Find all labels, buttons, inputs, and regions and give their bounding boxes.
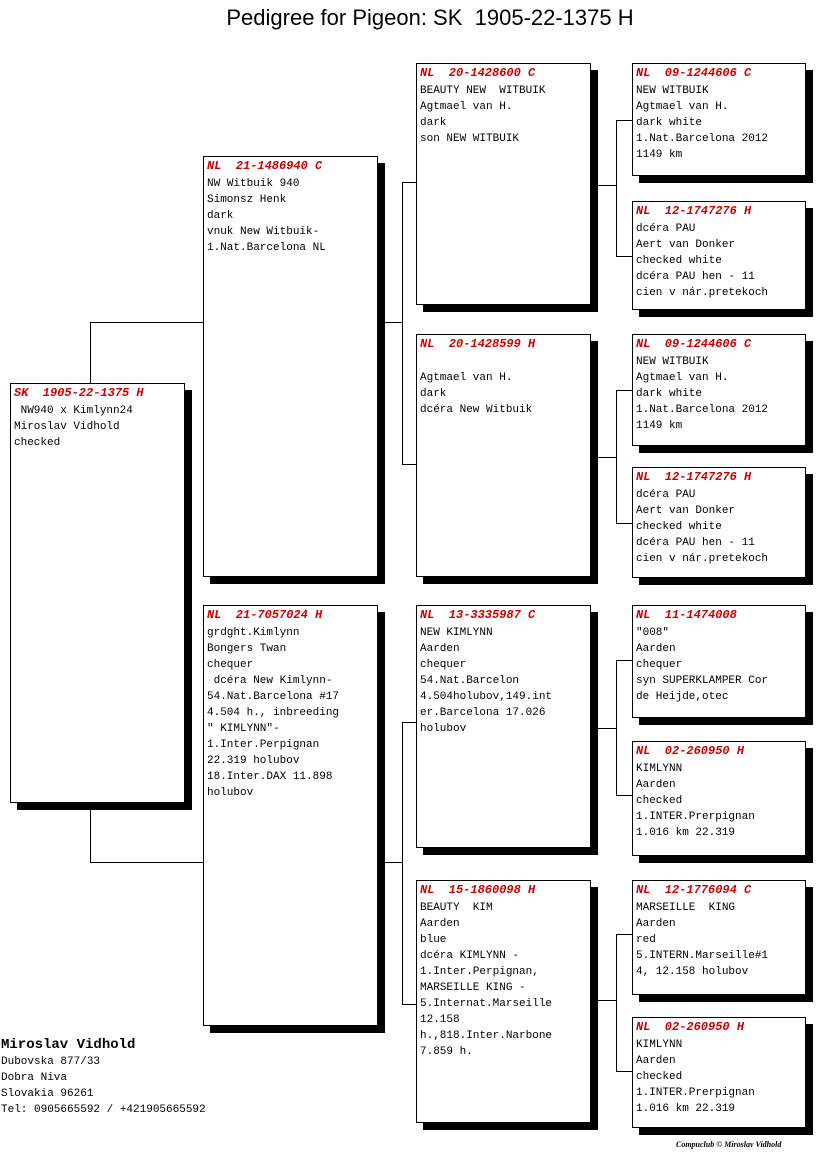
connector-line <box>402 182 417 183</box>
pigeon-detail-line: Aarden <box>636 1055 676 1067</box>
pigeon-details <box>636 83 802 163</box>
pigeon-detail-line: de Heijde,otec <box>636 691 729 703</box>
pigeon-detail-line: dcéra New Kimlynn- <box>207 675 333 687</box>
pigeon-detail-line: Miroslav Vidhold <box>14 421 120 433</box>
pigeon-detail-line: 22.319 holubov <box>207 755 300 767</box>
pigeon-detail-line: red <box>636 934 656 946</box>
pigeon-details <box>636 487 802 567</box>
ring-number: SK 1905-22-1375 H <box>14 386 144 400</box>
pigeon-detail-line: dark <box>207 210 234 222</box>
pigeon-detail-line: NEW KIMLYNN <box>420 627 493 639</box>
pigeon-details <box>636 900 802 980</box>
owner-name: Miroslav Vidhold <box>1 1037 136 1053</box>
ring-number: NL 12-1747276 H <box>636 470 752 484</box>
pigeon-detail-line: Aarden <box>636 779 676 791</box>
pigeon-detail-line: dcéra PAU hen - 11 <box>636 537 755 549</box>
pigeon-detail-line: blue <box>420 934 447 946</box>
pigeon-detail-line: checked <box>14 437 61 449</box>
connector-line <box>402 722 403 1004</box>
pigeon-detail-line <box>420 354 587 370</box>
pigeon-detail-line: Agtmael van H. <box>636 101 729 113</box>
pigeon-detail-line: checked <box>636 1071 683 1083</box>
pigeon-detail-line: son NEW WITBUIK <box>420 133 520 145</box>
pedigree-box-sire[interactable] <box>203 156 378 577</box>
pigeon-detail-line: 1.INTER.Prerpignan <box>636 1087 755 1099</box>
pigeon-detail-line: chequer <box>420 659 467 671</box>
pigeon-detail-line: 54.Nat.Barcelona #17 <box>207 691 340 703</box>
connector-line <box>616 120 632 121</box>
pigeon-detail-line: 1.INTER.Prerpignan <box>636 811 755 823</box>
pigeon-detail-line: Aarden <box>636 643 676 655</box>
connector-line <box>616 390 632 391</box>
page-title: Pedigree for Pigeon: SK 1905-22-1375 H <box>226 5 634 30</box>
pigeon-detail-line: 4, 12.158 holubov <box>636 966 749 978</box>
connector-line <box>616 390 617 523</box>
connector-line <box>616 120 617 256</box>
pigeon-detail-line: vnuk New Witbuik- <box>207 226 320 238</box>
pigeon-detail-line: Agtmael van H. <box>420 372 513 384</box>
pedigree-box-dam-dam[interactable] <box>416 880 591 1123</box>
pigeon-detail-line: Aert van Donker <box>636 239 736 251</box>
pigeon-detail-line: cien v nár.pretekoch <box>636 287 769 299</box>
pigeon-detail-line: 12.158 <box>420 1014 460 1026</box>
pigeon-detail-line: KIMLYNN <box>636 763 683 775</box>
pigeon-detail-line: chequer <box>636 659 683 671</box>
owner-address-line: Slovakia 96261 <box>1 1088 94 1100</box>
pigeon-detail-line: 5.INTERN.Marseille#1 <box>636 950 769 962</box>
ring-number: NL 15-1860098 H <box>420 883 536 897</box>
pigeon-detail-line: KIMLYNN <box>636 1039 683 1051</box>
pedigree-box-dam-sire-sire[interactable] <box>632 605 806 718</box>
pigeon-details <box>14 403 181 451</box>
connector-line <box>616 523 632 524</box>
connector-line <box>90 808 91 863</box>
connector-line <box>597 728 616 729</box>
pigeon-details <box>420 354 587 418</box>
pedigree-box-sire-sire-dam[interactable] <box>632 201 806 310</box>
pigeon-detail-line: dcéra PAU <box>636 223 696 235</box>
pigeon-detail-line: checked white <box>636 521 722 533</box>
pigeon-detail-line: checked <box>636 795 683 807</box>
pigeon-detail-line: dcéra New Witbuik <box>420 404 533 416</box>
pedigree-box-dam-dam-dam[interactable] <box>632 1017 806 1128</box>
owner-phone: Tel: 0905665592 / +421905665592 <box>1 1104 206 1116</box>
pedigree-box-sire-sire[interactable] <box>416 63 591 305</box>
pedigree-box-dam[interactable] <box>203 605 378 1026</box>
ring-number: NL 12-1747276 H <box>636 204 752 218</box>
pigeon-details <box>636 1037 802 1117</box>
pigeon-detail-line: holubov <box>420 723 467 735</box>
pigeon-detail-line: Aarden <box>636 918 676 930</box>
ring-number: NL 02-260950 H <box>636 1020 745 1034</box>
pigeon-detail-line: checked white <box>636 255 722 267</box>
pigeon-detail-line: 4.504holubov,149.int <box>420 691 553 703</box>
pigeon-detail-line: 1.Inter.Perpignan, <box>420 966 539 978</box>
owner-block <box>1 1036 206 1118</box>
ring-number: NL 20-1428599 H <box>420 337 536 351</box>
pigeon-detail-line: 1.Inter.Perpignan <box>207 739 320 751</box>
connector-line <box>616 1071 632 1072</box>
pigeon-detail-line: 7.859 h. <box>420 1046 473 1058</box>
pigeon-details <box>207 176 374 256</box>
pigeon-detail-line: 5.Internat.Marseille <box>420 998 553 1010</box>
pigeon-detail-line: dcéra PAU <box>636 489 696 501</box>
pigeon-detail-line: dark white <box>636 117 703 129</box>
connector-line <box>616 256 632 257</box>
connector-line <box>616 795 632 796</box>
connector-line <box>597 457 616 458</box>
pedigree-box-dam-sire[interactable] <box>416 605 591 848</box>
pigeon-detail-line: "008" <box>636 627 670 639</box>
connector-line <box>402 182 403 464</box>
pigeon-detail-line: dcéra PAU hen - 11 <box>636 271 755 283</box>
pigeon-detail-line: Agtmael van H. <box>636 372 729 384</box>
pigeon-detail-line: h.,818.Inter.Narbone <box>420 1030 553 1042</box>
connector-line <box>616 660 617 795</box>
pigeon-details <box>636 761 802 841</box>
pigeon-details <box>420 83 587 147</box>
ring-number: NL 09-1244606 C <box>636 66 752 80</box>
ring-number: NL 11-1474008 <box>636 608 737 622</box>
connector-line <box>616 934 632 935</box>
ring-number: NL 21-7057024 H <box>207 608 323 622</box>
pigeon-detail-line: NW Witbuik 940 <box>207 178 300 190</box>
owner-address-line: Dobra Niva <box>1 1072 68 1084</box>
pigeon-detail-line: Bongers Twan <box>207 643 287 655</box>
ring-number: NL 20-1428600 C <box>420 66 536 80</box>
ring-number: NL 09-1244606 C <box>636 337 752 351</box>
pedigree-box-dam-dam-sire[interactable] <box>632 880 806 995</box>
pedigree-box-sire-sire-sire[interactable] <box>632 63 806 176</box>
pigeon-detail-line: 18.Inter.DAX 11.898 <box>207 771 333 783</box>
ring-number: NL 02-260950 H <box>636 744 745 758</box>
pigeon-details <box>636 625 802 705</box>
pigeon-details <box>420 900 587 1060</box>
pigeon-details <box>420 625 587 737</box>
connector-line <box>90 862 204 863</box>
pigeon-detail-line: Aarden <box>420 918 460 930</box>
connector-line <box>616 660 632 661</box>
pedigree-box-dam-sire-dam[interactable] <box>632 741 806 856</box>
pigeon-detail-line: NEW WITBUIK <box>636 85 709 97</box>
connector-line <box>597 185 616 186</box>
connector-line <box>616 934 617 1071</box>
pigeon-detail-line: dark white <box>636 388 703 400</box>
pigeon-detail-line: 1.Nat.Barcelona 2012 <box>636 404 769 416</box>
connector-line <box>402 722 417 723</box>
pigeon-detail-line: MARSEILLE KING - <box>420 982 526 994</box>
pigeon-detail-line: 1149 km <box>636 420 683 432</box>
pigeon-detail-line: chequer <box>207 659 254 671</box>
connector-line <box>383 322 402 323</box>
pigeon-details <box>636 354 802 434</box>
pigeon-detail-line: grdght.Kimlynn <box>207 627 300 639</box>
connector-line <box>90 322 91 384</box>
pigeon-detail-line: er.Barcelona 17.026 <box>420 707 546 719</box>
pigeon-detail-line: " KIMLYNN"- <box>207 723 280 735</box>
connector-line <box>90 322 204 323</box>
pigeon-detail-line: 1149 km <box>636 149 683 161</box>
connector-line <box>597 1000 616 1001</box>
pedigree-box-sire-dam[interactable] <box>416 334 591 577</box>
ring-number: NL 13-3335987 C <box>420 608 536 622</box>
pigeon-detail-line: NW940 x Kimlynn24 <box>14 405 133 417</box>
pigeon-detail-line: dark <box>420 117 447 129</box>
pigeon-detail-line: Agtmael van H. <box>420 101 513 113</box>
connector-line <box>402 464 417 465</box>
pigeon-detail-line: Aert van Donker <box>636 505 736 517</box>
connector-line <box>383 862 402 863</box>
connector-line <box>402 1004 417 1005</box>
pedigree-box-sire-dam-sire[interactable] <box>632 334 806 446</box>
pigeon-detail-line: 1.016 km 22.319 <box>636 827 736 839</box>
pigeon-detail-line: dcéra KIMLYNN - <box>420 950 520 962</box>
pigeon-detail-line: 1.Nat.Barcelona NL <box>207 242 326 254</box>
pigeon-detail-line: 4.504 h., inbreeding <box>207 707 340 719</box>
pedigree-box-sire-dam-dam[interactable] <box>632 467 806 578</box>
pigeon-detail-line: 54.Nat.Barcelon <box>420 675 520 687</box>
ring-number: NL 12-1776094 C <box>636 883 752 897</box>
pigeon-detail-line: holubov <box>207 787 254 799</box>
pigeon-detail-line: cien v nár.pretekoch <box>636 553 769 565</box>
ring-number: NL 21-1486940 C <box>207 159 323 173</box>
pigeon-detail-line: syn SUPERKLAMPER Cor <box>636 675 769 687</box>
pigeon-detail-line: Simonsz Henk <box>207 194 287 206</box>
pigeon-detail-line: BEAUTY KIM <box>420 902 493 914</box>
pigeon-detail-line: Aarden <box>420 643 460 655</box>
pigeon-detail-line: NEW WITBUIK <box>636 356 709 368</box>
pigeon-details <box>207 625 374 801</box>
pigeon-detail-line: dark <box>420 388 447 400</box>
pigeon-detail-line: BEAUTY NEW WITBUIK <box>420 85 546 97</box>
pigeon-details <box>636 221 802 301</box>
pigeon-detail-line: MARSEILLE KING <box>636 902 736 914</box>
pigeon-detail-line: 1.Nat.Barcelona 2012 <box>636 133 769 145</box>
pigeon-detail-line: 1.016 km 22.319 <box>636 1103 736 1115</box>
footer-credit: Compuclub © Miroslav Vidhold <box>676 1140 782 1149</box>
pedigree-box-subject[interactable] <box>10 383 185 803</box>
owner-address-line: Dubovska 877/33 <box>1 1056 101 1068</box>
